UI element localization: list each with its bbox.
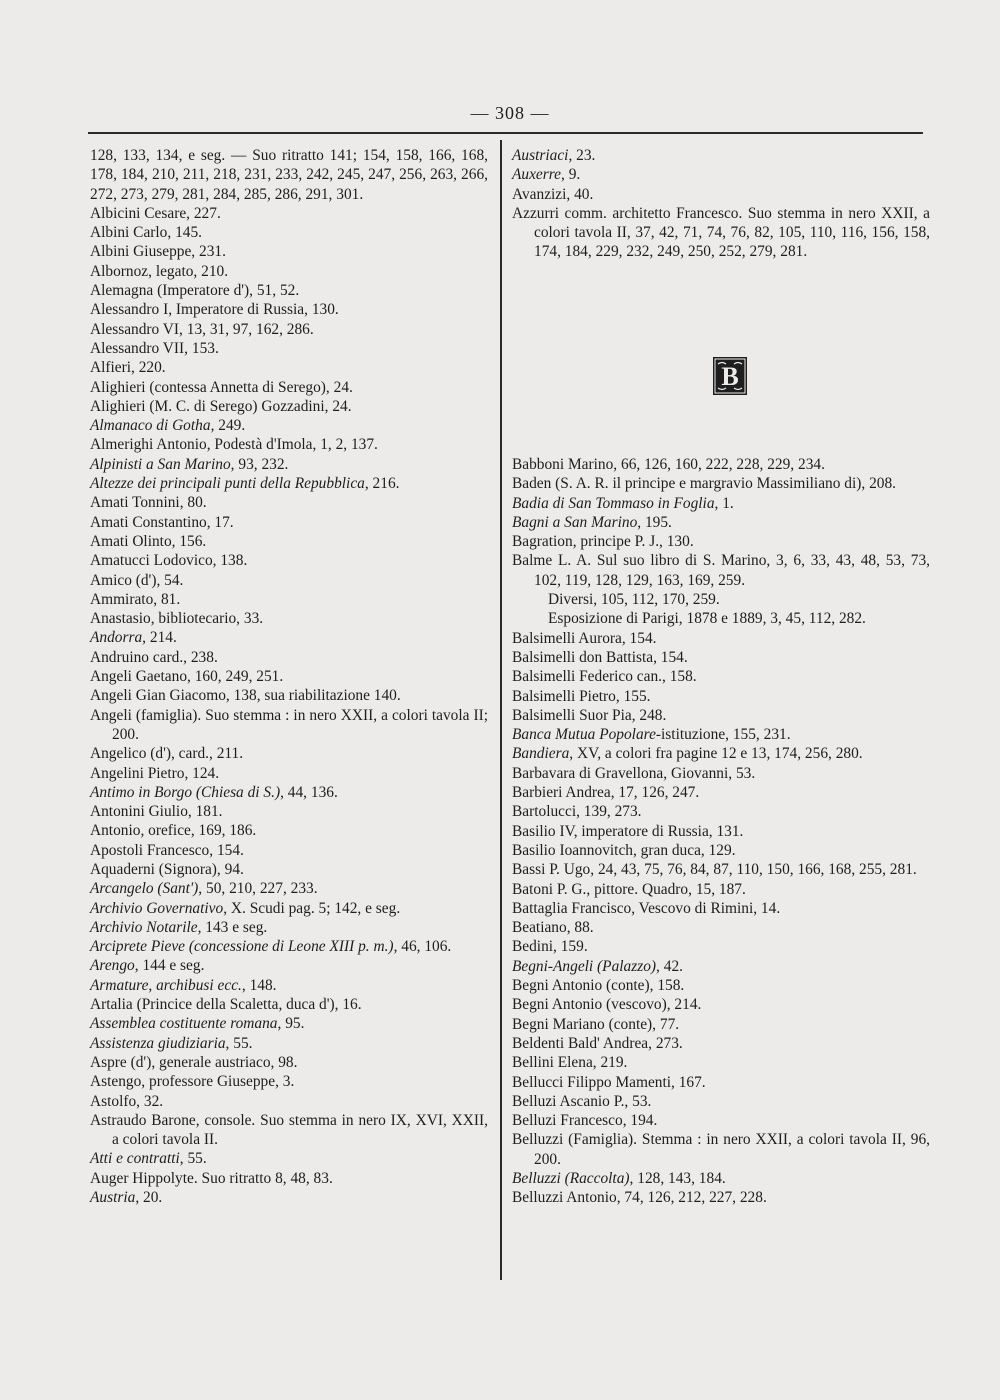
index-entry: Alighieri (M. C. di Serego) Gozzadini, 24. xyxy=(90,397,352,415)
index-entry: Albini Giuseppe, 231. xyxy=(90,243,226,261)
index-entry: Angeli (famiglia). Suo stemma : in nero XXII, a colori tavola II; 200. xyxy=(90,706,488,743)
entry-refs: , 148. xyxy=(241,976,277,994)
index-entry xyxy=(90,918,488,937)
index-entry: Diversi, 105, 112, 170, 259. xyxy=(548,591,720,609)
entry-title: Auxerre xyxy=(512,166,561,184)
entry-refs: , 1. xyxy=(714,494,734,512)
index-entry xyxy=(90,1014,488,1033)
index-entry: Belluzzi (Famiglia). Stemma : in nero XXII, a colori tavola II, 96, 200. xyxy=(512,1131,930,1168)
index-entry: Angeli Gian Giacomo, 138, sua riabilitazione 140. xyxy=(90,687,401,705)
entry-title: Banca Mutua Popolare xyxy=(512,726,656,744)
entry-title: Antimo in Borgo (Chiesa di S.) xyxy=(90,783,281,801)
index-entry: Begni Antonio (vescovo), 214. xyxy=(512,996,702,1014)
entry-title: Begni-Angeli (Palazzo) xyxy=(512,957,657,975)
index-entry: Amati Olinto, 156. xyxy=(90,532,207,550)
entry-title: Belluzzi (Raccolta) xyxy=(512,1169,630,1187)
entry-title: Altezze dei principali punti della Repubblica xyxy=(90,475,365,493)
index-entry xyxy=(90,899,488,918)
section-initial-b-icon xyxy=(712,356,748,396)
index-entry xyxy=(512,725,930,744)
entry-title: Atti e contratti xyxy=(90,1150,180,1168)
index-entry: Astengo, professore Giuseppe, 3. xyxy=(90,1073,295,1091)
entry-refs: , 46, 106. xyxy=(393,938,452,956)
index-entry: Balme L. A. Sul suo libro di S. Marino, 3, 6, 33, 43, 48, 53, 73, 102, 119, 128, 129, 163, 169, 259. xyxy=(512,552,930,589)
index-entry: Bagration, principe P. J., 130. xyxy=(512,533,694,551)
index-entry xyxy=(512,744,930,763)
index-entry xyxy=(90,1188,488,1207)
entry-refs: , 128, 143, 184. xyxy=(629,1169,726,1187)
index-entry: Begni Mariano (conte), 77. xyxy=(512,1015,680,1033)
index-column-right-b xyxy=(512,455,930,1208)
index-entry xyxy=(512,957,930,976)
index-entry xyxy=(90,1034,488,1053)
index-entry: Apostoli Francesco, 154. xyxy=(90,841,244,859)
entry-refs: , X. Scudi pag. 5; 142, e seg. xyxy=(223,899,401,917)
index-entry: Amico (d'), 54. xyxy=(90,571,184,589)
index-entry: Beldenti Bald' Andrea, 273. xyxy=(512,1034,683,1052)
index-entry xyxy=(90,455,488,474)
index-entry: Andruino card., 238. xyxy=(90,648,218,666)
index-entry: Bellucci Filippo Mamenti, 167. xyxy=(512,1073,706,1091)
entry-title: Alpinisti a San Marino xyxy=(90,455,231,473)
entry-title: Austria xyxy=(90,1189,136,1207)
index-entry: Esposizione di Parigi, 1878 e 1889, 3, 45, 112, 282. xyxy=(548,610,866,628)
entry-title: Bagni a San Marino xyxy=(512,513,638,531)
entry-title: Assemblea costituente romana xyxy=(90,1015,278,1033)
index-entry: 128, 133, 134, e seg. — Suo ritratto 141; 154, 158, 166, 168, 178, 184, 210, 211, 218, 231, 233, 242, 245, 247, 256, 263, 266, 272, 273, 279, 281, 284, 285, 286, 291, 301. xyxy=(90,147,488,203)
header-rule xyxy=(88,132,923,134)
index-entry: Balsimelli Pietro, 155. xyxy=(512,687,651,705)
index-entry: Azzurri comm. architetto Francesco. Suo stemma in nero XXII, a colori tavola II, 37, 42, 71, 74, 76, 82, 105, 110, 116, 156, 158, 174, 184, 229, 232, 249, 250, 252, 279, 281. xyxy=(512,204,930,261)
entry-title: Archivio Governativo xyxy=(90,899,224,917)
index-entry: Ammirato, 81. xyxy=(90,590,181,608)
entry-title: Arciprete Pieve (concessione di Leone XIII p. m.) xyxy=(90,938,394,956)
index-entry xyxy=(512,165,930,184)
entry-refs: , 93, 232. xyxy=(230,455,289,473)
entry-title: Almanaco di Gotha xyxy=(90,417,211,435)
entry-refs: , 216. xyxy=(364,475,400,493)
index-entry xyxy=(512,494,930,513)
index-entry: Albicini Cesare, 227. xyxy=(90,204,221,222)
index-entry: Albornoz, legato, 210. xyxy=(90,262,229,280)
entry-title: Bandiera xyxy=(512,745,570,763)
index-entry xyxy=(90,1149,488,1168)
index-entry: Bellini Elena, 219. xyxy=(512,1054,628,1072)
entry-refs: , 20. xyxy=(135,1189,163,1207)
index-entry: Balsimelli don Battista, 154. xyxy=(512,648,688,666)
index-entry: Angelico (d'), card., 211. xyxy=(90,745,244,763)
index-entry: Astolfo, 32. xyxy=(90,1092,164,1110)
index-entry: Anastasio, bibliotecario, 33. xyxy=(90,610,264,628)
index-entry xyxy=(90,937,488,956)
entry-refs: , 42. xyxy=(656,957,683,975)
index-entry: Alfieri, 220. xyxy=(90,359,166,377)
column-divider xyxy=(500,140,502,1280)
entry-refs: , 143 e seg. xyxy=(197,918,268,936)
index-entry: Balsimelli Federico can., 158. xyxy=(512,668,697,686)
entry-refs: , 9. xyxy=(561,166,581,184)
index-entry: Balsimelli Aurora, 154. xyxy=(512,629,657,647)
index-entry: Barbieri Andrea, 17, 126, 247. xyxy=(512,784,700,802)
index-entry: Alessandro I, Imperatore di Russia, 130. xyxy=(90,301,339,319)
entry-refs: -istituzione, 155, 231. xyxy=(655,726,791,744)
index-entry: Angeli Gaetano, 160, 249, 251. xyxy=(90,668,284,686)
index-entry: Amati Tonnini, 80. xyxy=(90,494,207,512)
index-column-left xyxy=(90,146,488,1207)
index-entry: Astraudo Barone, console. Suo stemma in nero IX, XVI, XXII, a colori tavola II. xyxy=(90,1111,488,1149)
entry-title: Armature, archibusi ecc. xyxy=(90,976,242,994)
page-number: — 308 — xyxy=(470,103,550,123)
entry-title: Andorra xyxy=(90,629,143,647)
index-entry: Antonini Giulio, 181. xyxy=(90,803,223,821)
index-entry: Belluzi Francesco, 194. xyxy=(512,1112,658,1130)
index-entry xyxy=(90,783,488,802)
index-entry: Artalia (Princice della Scaletta, duca d'), 16. xyxy=(90,996,362,1014)
index-entry: Aspre (d'), generale austriaco, 98. xyxy=(90,1053,298,1071)
index-entry: Baden (S. A. R. il principe e margravio Massimiliano di), 208. xyxy=(512,475,896,493)
svg-text:B: B xyxy=(721,362,739,391)
index-entry xyxy=(90,474,488,493)
index-entry: Bedini, 159. xyxy=(512,938,588,956)
entry-refs: , 95. xyxy=(277,1015,305,1033)
index-entry: Batoni P. G., pittore. Quadro, 15, 187. xyxy=(512,880,746,898)
index-column-right-a xyxy=(512,146,930,262)
index-entry: Barbavara di Gravellona, Giovanni, 53. xyxy=(512,764,756,782)
index-entry: Alemagna (Imperatore d'), 51, 52. xyxy=(90,282,300,300)
index-entry: Auger Hippolyte. Suo ritratto 8, 48, 83. xyxy=(90,1169,333,1187)
index-entry: Alighieri (contessa Annetta di Serego), 24. xyxy=(90,378,353,396)
entry-title: Badia di San Tommaso in Foglia xyxy=(512,494,715,512)
entry-refs: , XV, a colori fra pagine 12 e 13, 174, 256, 280. xyxy=(569,745,863,763)
index-entry: Almerighi Antonio, Podestà d'Imola, 1, 2, 137. xyxy=(90,436,378,454)
index-entry: Antonio, orefice, 169, 186. xyxy=(90,822,257,840)
index-entry xyxy=(90,879,488,898)
index-entry: Angelini Pietro, 124. xyxy=(90,764,220,782)
entry-refs: , 44, 136. xyxy=(280,783,338,801)
index-entry: Albini Carlo, 145. xyxy=(90,224,203,242)
index-entry: Amatucci Lodovico, 138. xyxy=(90,552,248,570)
entry-title: Assistenza giudiziaria xyxy=(90,1034,226,1052)
index-entry xyxy=(90,416,488,435)
index-entry: Alessandro VI, 13, 31, 97, 162, 286. xyxy=(90,320,314,338)
index-entry: Avanzizi, 40. xyxy=(512,185,594,203)
entry-title: Archivio Notarile xyxy=(90,918,198,936)
entry-refs: , 55. xyxy=(179,1150,207,1168)
index-entry: Amati Constantino, 17. xyxy=(90,513,234,531)
index-entry xyxy=(90,956,488,975)
index-entry: Beatiano, 88. xyxy=(512,919,594,937)
index-entry xyxy=(90,628,488,647)
index-entry: Balsimelli Suor Pia, 248. xyxy=(512,706,667,724)
index-entry: Belluzi Ascanio P., 53. xyxy=(512,1092,652,1110)
index-entry xyxy=(512,513,930,532)
index-entry: Alessandro VII, 153. xyxy=(90,339,219,357)
entry-refs: , 23. xyxy=(568,147,596,164)
entry-refs: , 144 e seg. xyxy=(134,957,205,975)
entry-refs: , 195. xyxy=(637,513,672,531)
index-entry: Basilio IV, imperatore di Russia, 131. xyxy=(512,822,744,840)
entry-refs: , 249. xyxy=(210,417,246,435)
entry-refs: , 55. xyxy=(225,1034,253,1052)
index-entry: Aquaderni (Signora), 94. xyxy=(90,860,244,878)
index-entry: Basilio Ioannovitch, gran duca, 129. xyxy=(512,841,736,859)
entry-title: Arengo xyxy=(90,957,135,975)
index-entry: Bartolucci, 139, 273. xyxy=(512,803,642,821)
index-entry: Babboni Marino, 66, 126, 160, 222, 228, 229, 234. xyxy=(512,456,825,473)
index-entry xyxy=(512,1169,930,1188)
entry-title: Arcangelo (Sant') xyxy=(90,880,199,898)
entry-refs: , 214. xyxy=(142,629,177,647)
index-entry: Begni Antonio (conte), 158. xyxy=(512,977,685,995)
entry-refs: , 50, 210, 227, 233. xyxy=(198,880,318,898)
entry-title: Austriaci xyxy=(512,147,569,164)
index-entry xyxy=(512,146,930,165)
index-entry: Belluzzi Antonio, 74, 126, 212, 227, 228. xyxy=(512,1189,767,1207)
index-entry: Battaglia Francisco, Vescovo di Rimini, 14. xyxy=(512,899,781,917)
index-entry xyxy=(90,976,488,995)
index-entry: Bassi P. Ugo, 24, 43, 75, 76, 84, 87, 110, 150, 166, 168, 255, 281. xyxy=(512,861,917,879)
